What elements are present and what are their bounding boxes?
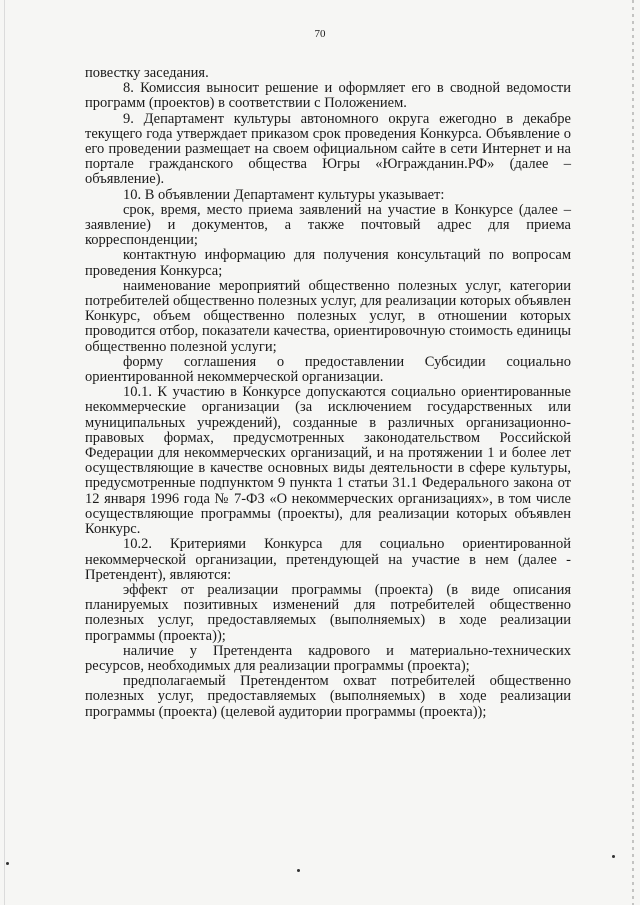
paragraph: наличие у Претендента кадрового и материально-технических ресурсов, необходимых для реализации программы (проекта); [85, 642, 571, 674]
paragraph: предполагаемый Претендентом охват потребителей общественно полезных услуг, предоставляемых (выполняемых) в ходе реализации программы (проекта) (целевой аудитории программы (проекта)); [85, 673, 571, 720]
scan-edge-left [4, 0, 5, 905]
scan-speck [297, 869, 300, 872]
paragraph: повестку заседания. [85, 65, 209, 81]
document-body [85, 66, 571, 720]
paragraph: эффект от реализации программы (проекта) (в виде описания планируемых позитивных изменений для потребителей общественно полезных услуг, предоставляемых (выполняемых) в ходе реализации программы (проекта)); [85, 581, 571, 644]
paragraph: 8. Комиссия выносит решение и оформляет его в сводной ведомости программ (проектов) в соответствии с Положением. [85, 80, 571, 112]
paragraph: контактную информацию для получения консультаций по вопросам проведения Конкурса; [85, 247, 571, 279]
paragraph: 10. В объявлении Департамент культуры указывает: [123, 186, 445, 203]
paragraph: срок, время, место приема заявлений на участие в Конкурсе (далее – заявление) и документов, а также почтовый адрес для приема корреспонденции; [85, 201, 571, 249]
paragraph: наименование мероприятий общественно полезных услуг, категории потребителей общественно полезных услуг, для реализации которых объявлен Конкурс, объем общественно полезных услуг, в отношении которых проводится отбор, показатели качества, ориентировочную стоимость единицы общественно полезной услуги; [85, 277, 571, 355]
paragraph: 10.2. Критериями Конкурса для социально ориентированной некоммерческой организации, претендующей на участие в нем (далее - Претендент), являются: [85, 536, 571, 583]
paragraph: форму соглашения о предоставлении Субсидии социально ориентированной некоммерческой организации. [85, 353, 571, 386]
page-number: 70 [314, 28, 326, 40]
scan-speck [612, 855, 615, 858]
scan-edge-right [632, 0, 634, 905]
paragraph: 9. Департамент культуры автономного округа ежегодно в декабре текущего года утверждает приказом срок проведения Конкурса. Объявление о его проведении размещает на своем официальном сайте в сети Интернет и на портале гражданского общества Югры «Югражданин.РФ» (далее – объявление). [85, 110, 571, 188]
paragraph: 10.1. К участию в Конкурсе допускаются социально ориентированные некоммерческие организации (за исключением государственных или муниципальных учреждений), созданные в различных организационно-правовых формах, предусмотренных законодательством Российской Федерации для некоммерческих организаций, и на протяжении 1 и более лет осуществляющие в качестве основных виды деятельности в сфере культуры, предусмотренные подпунктом 9 пункта 1 статьи 31.1 Федерального закона от 12 января 1996 года № 7-ФЗ «О некоммерческих организациях», в том числе осуществляющие программы (проекты), для реализации которых объявлен Конкурс. [85, 384, 571, 538]
scan-speck [6, 862, 9, 865]
